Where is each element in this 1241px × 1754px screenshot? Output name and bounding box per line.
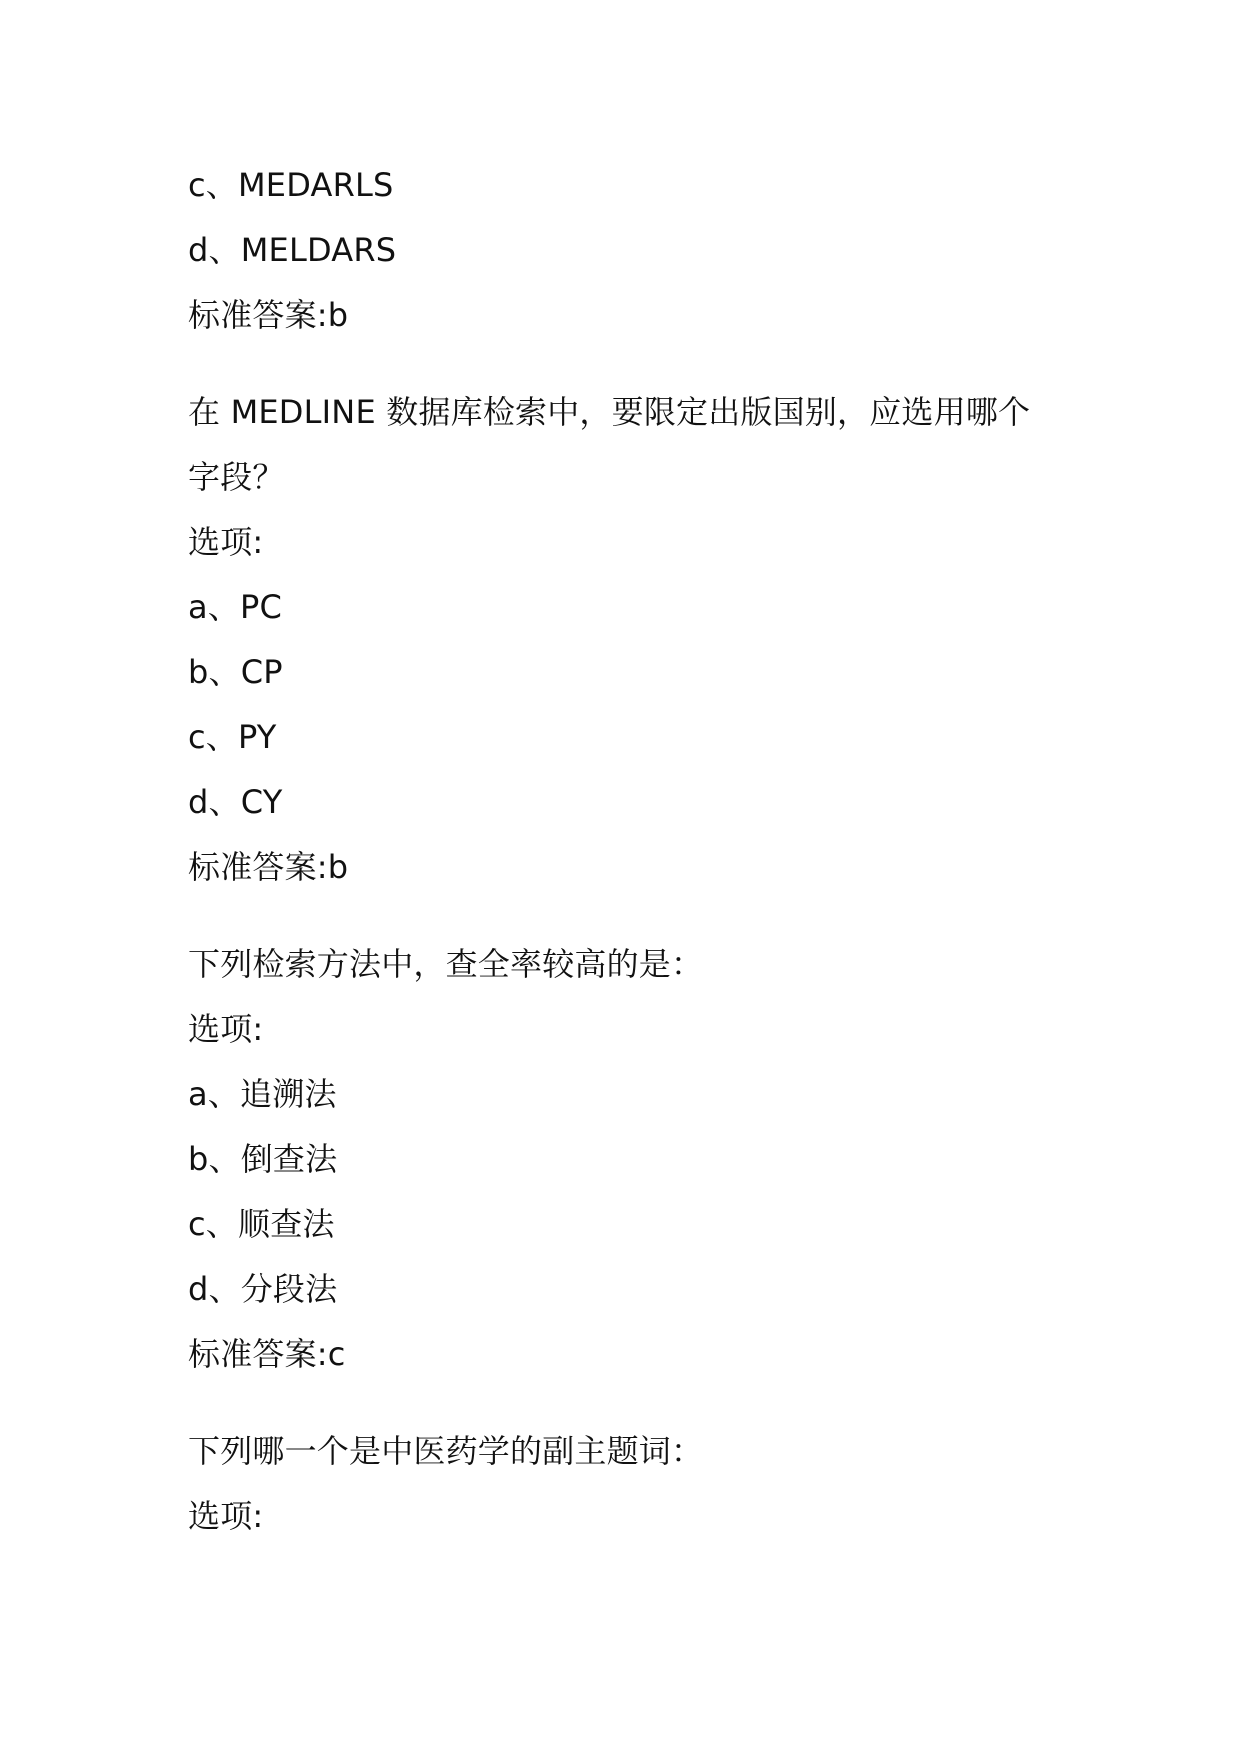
q3-option-b: b、倒查法 [188, 1140, 338, 1178]
q2-answer: 标准答案:b [188, 848, 349, 886]
q2-options-label: 选项: [188, 523, 264, 561]
q2-option-d: d、CY [188, 783, 283, 821]
q2-option-b: b、CP [188, 653, 283, 691]
q3-option-a: a、追溯法 [188, 1075, 337, 1113]
q3-option-d: d、分段法 [188, 1270, 338, 1308]
q1-option-c: c、MEDARLS [188, 166, 394, 204]
q3-text: 下列检索方法中，查全率较高的是： [188, 945, 704, 983]
q1-answer: 标准答案:b [188, 296, 349, 334]
q3-options-label: 选项: [188, 1010, 264, 1048]
q2-option-a: a、PC [188, 588, 283, 626]
q1-option-d: d、MELDARS [188, 231, 397, 269]
q2-text-line2: 字段？ [188, 458, 285, 496]
q2-text-line1: 在 MEDLINE 数据库检索中，要限定出版国别，应选用哪个 [188, 393, 1031, 431]
q3-answer: 标准答案:c [188, 1335, 346, 1373]
q2-option-c: c、PY [188, 718, 277, 756]
q4-text: 下列哪一个是中医药学的副主题词： [188, 1432, 704, 1470]
q4-options-label: 选项: [188, 1497, 264, 1535]
q3-option-c: c、顺查法 [188, 1205, 335, 1243]
